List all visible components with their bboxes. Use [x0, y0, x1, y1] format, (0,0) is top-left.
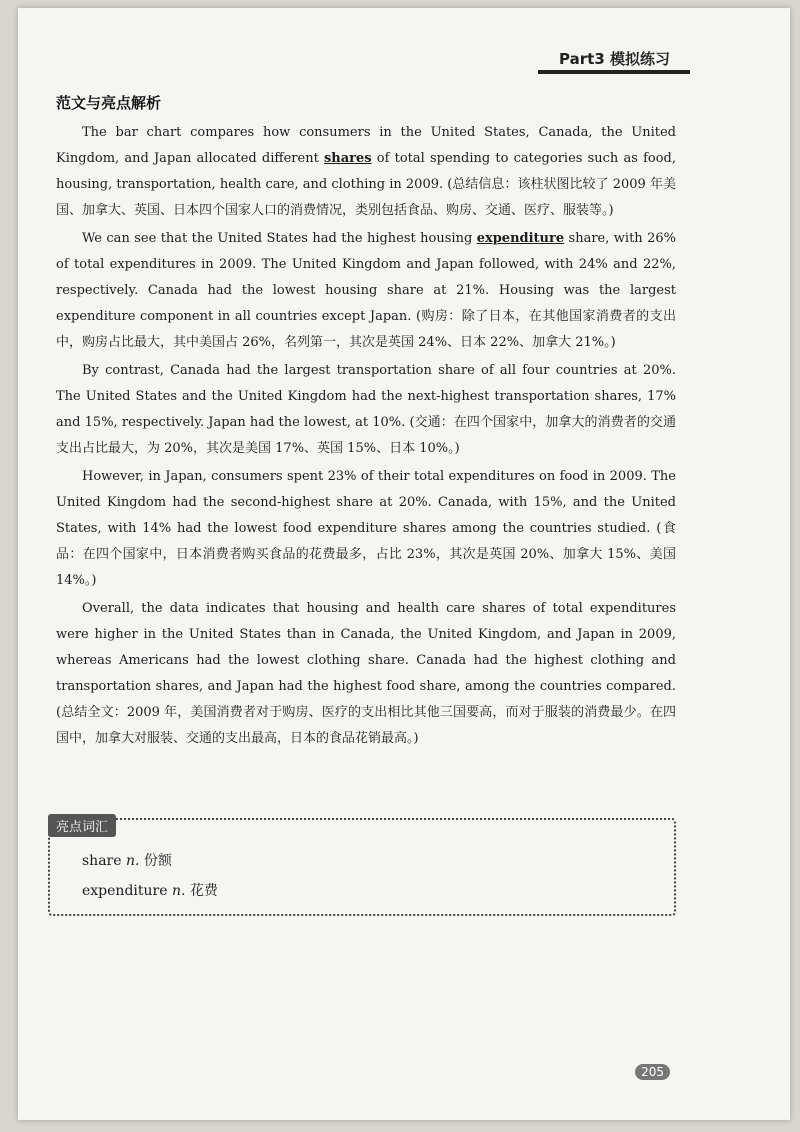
vocab-pos: n. — [171, 883, 186, 899]
vocab-word: expenditure — [82, 883, 168, 899]
paragraph-1-text-b: of total spending to categories such as food, housing, transportation, health care, and clothing in 2009. (总结信息：该柱状图比较了 2009 年美国、加拿大、英国、日本四个国家人口的消费情况，类别包括食品、购房、交通、医疗、服装等。) — [56, 151, 676, 218]
header-rule — [538, 70, 690, 74]
paragraph-5: Overall, the data indicates that housing and health care shares of total expenditures were higher in the United States than in Canada, the United Kingdom, and Japan in 2009, whereas Americans had the lowest clothing share. Canada had the highest clothing and transportation shares, and Japan had the highest food share, among the countries compared. (总结全文：2009 年，美国消费者对于购房、医疗的支出相比其他三国要高，而对于服装的消费最少。在四国中，加拿大对服装、交通的支出最高，日本的食品花销最高。) — [56, 601, 676, 746]
page-number: 205 — [635, 1064, 670, 1080]
vocab-item — [82, 850, 172, 870]
paragraph-2-text-a: We can see that the United States had the highest housing — [82, 231, 477, 246]
paragraph-4: However, in Japan, consumers spent 23% of their total expenditures on food in 2009. The United Kingdom had the second-highest share at 20%. Canada, with 15%, and the United States, with 14% had the lowest food expenditure shares among the countries studied. (食品：在四个国家中，日本消费者购买食品的花费最多，占比 23%，其次是英国 20%、加拿大 15%、美国 14%。) — [56, 469, 676, 588]
paragraph-1-text-a: The bar chart compares how consumers in the United States, Canada, the United Kingdom, and Japan allocated different — [56, 125, 676, 166]
vocab-box — [48, 818, 676, 916]
vocab-pos: n. — [125, 853, 140, 869]
book-page — [18, 8, 790, 1120]
section-title: 范文与亮点解析 — [56, 94, 162, 112]
highlight-word-shares: shares — [323, 151, 372, 166]
paragraph-3: By contrast, Canada had the largest transportation share of all four countries at 20%. The United States and the United Kingdom had the next-highest transportation shares, 17% and 15%, respectively. Japan had the lowest, at 10%. (交通：在四个国家中，加拿大的消费者的交通支出占比最大，为 20%，其次是美国 17%、英国 15%、日本 10%。) — [56, 363, 676, 456]
paragraph-2-text-b: share, with 26% of total expenditures in 2009. The United Kingdom and Japan followed, with 24% and 22%, respectively. Canada had the lowest housing share at 21%. Housing was the largest expenditure component in all countries except Japan. (购房：除了日本，在其他国家消费者的支出中，购房占比最大，其中美国占 26%，名列第一，其次是英国 24%、日本 22%、加拿大 21%。) — [56, 231, 676, 350]
paragraph-1 — [56, 120, 676, 224]
vocab-word: share — [82, 853, 122, 869]
header-section-label: Part3 模拟练习 — [559, 50, 670, 68]
vocab-tag: 亮点词汇 — [48, 814, 116, 837]
vocab-meaning: 份额 — [143, 853, 172, 869]
paragraph-2 — [56, 226, 676, 356]
vocab-meaning: 花费 — [189, 883, 218, 899]
vocab-item — [82, 880, 218, 900]
highlight-word-expenditure: expenditure — [476, 231, 565, 246]
essay-body — [56, 120, 676, 754]
